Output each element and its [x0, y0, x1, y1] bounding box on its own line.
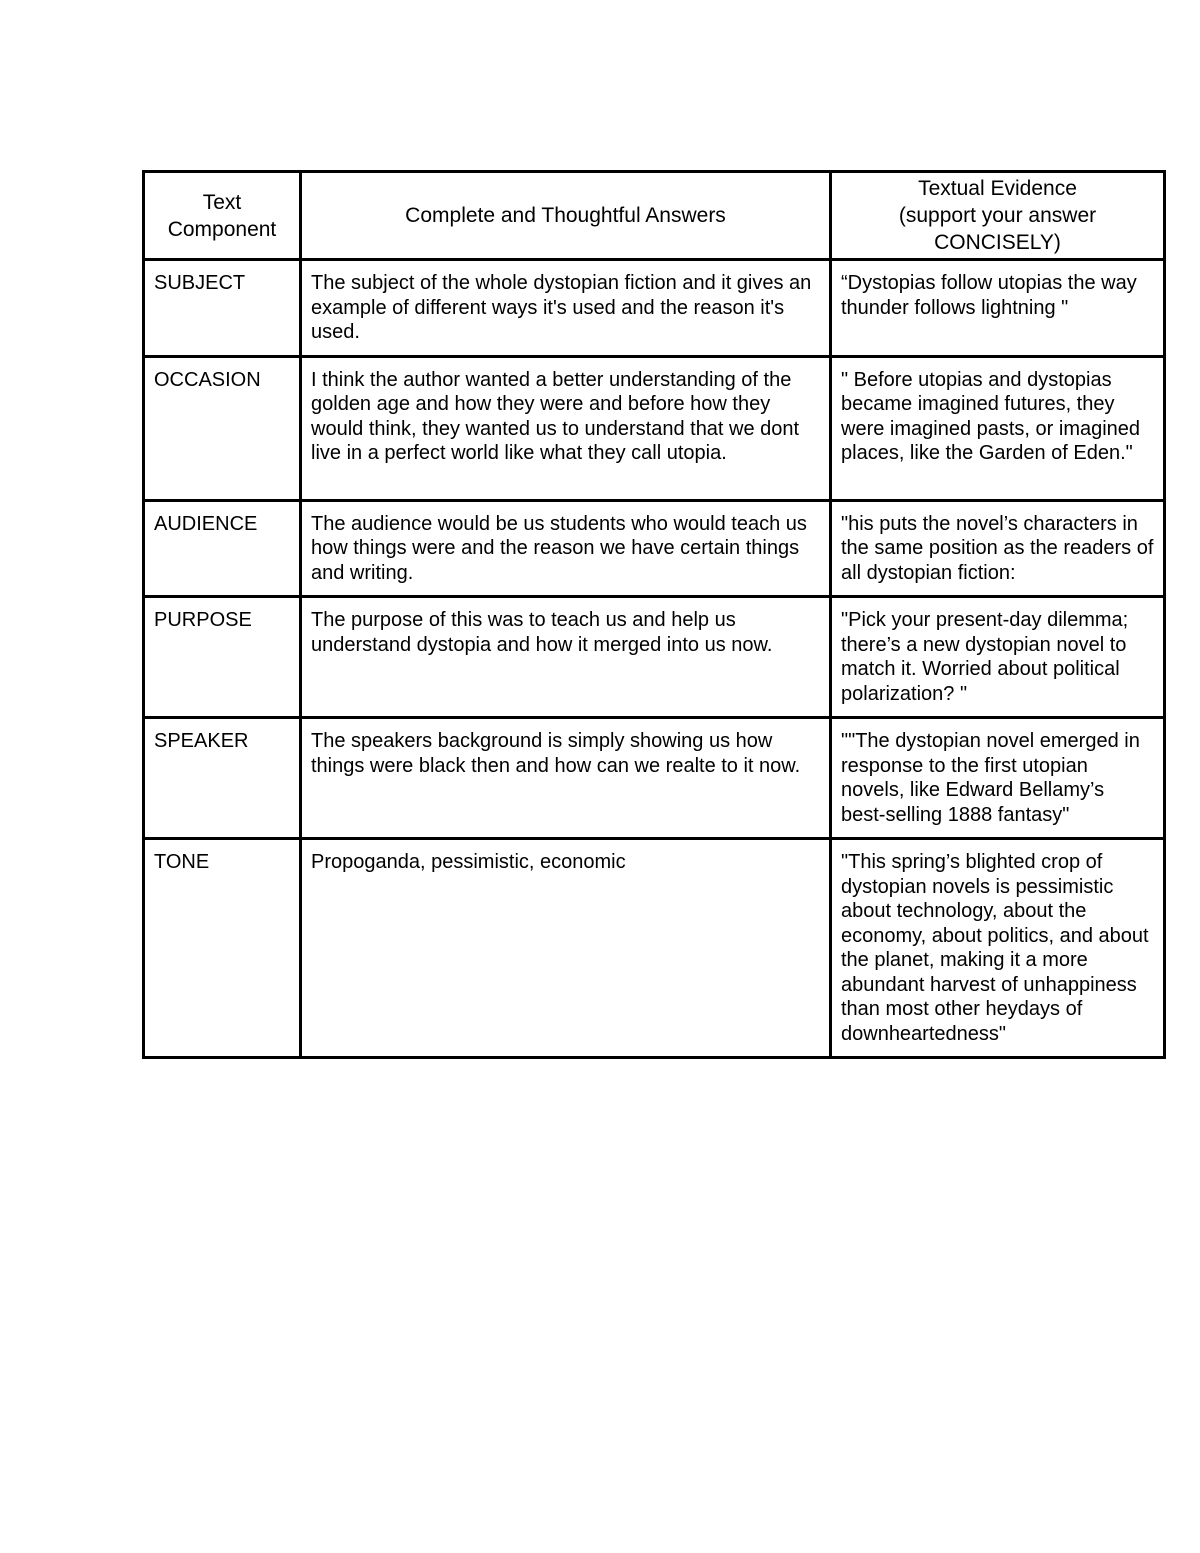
- cell-evidence: " Before utopias and dystopias became imagined futures, they were imagined pasts, or imagined places, like the Garden of Eden.": [831, 356, 1165, 500]
- table-row-tone: [144, 839, 1165, 1058]
- table-body: [144, 260, 1165, 1058]
- table-row-purpose: [144, 597, 1165, 718]
- cell-answer: The purpose of this was to teach us and help us understand dystopia and how it merged into us now.: [301, 597, 831, 718]
- cell-evidence: "Pick your present-day dilemma; there’s a new dystopian novel to match it. Worried about political polarization? ": [831, 597, 1165, 718]
- cell-component: SUBJECT: [144, 260, 301, 357]
- header-row: [144, 172, 1165, 260]
- cell-component: OCCASION: [144, 356, 301, 500]
- cell-answer: The subject of the whole dystopian fiction and it gives an example of different ways it's used and the reason it's used.: [301, 260, 831, 357]
- table-row-subject: [144, 260, 1165, 357]
- cell-component: AUDIENCE: [144, 500, 301, 597]
- table-row-occasion: [144, 356, 1165, 500]
- table-row-speaker: [144, 718, 1165, 839]
- cell-answer: I think the author wanted a better understanding of the golden age and how they were and before how they would think, they wanted us to understand that we dont live in a perfect world like what they call utopia.: [301, 356, 831, 500]
- table-row-audience: [144, 500, 1165, 597]
- cell-evidence: "his puts the novel’s characters in the same position as the readers of all dystopian fiction:: [831, 500, 1165, 597]
- header-textual-evidence: Textual Evidence (support your answer CONCISELY): [831, 172, 1165, 260]
- cell-answer: The speakers background is simply showing us how things were black then and how can we realte to it now.: [301, 718, 831, 839]
- table-header: [144, 172, 1165, 260]
- cell-evidence: "This spring’s blighted crop of dystopian novels is pessimistic about technology, about the economy, about politics, and about the planet, making it a more abundant harvest of unhappiness than most other heydays of downheartedness": [831, 839, 1165, 1058]
- rhetorical-analysis-table: [142, 170, 1166, 1059]
- cell-evidence: “Dystopias follow utopias the way thunder follows lightning ": [831, 260, 1165, 357]
- cell-answer: The audience would be us students who would teach us how things were and the reason we have certain things and writing.: [301, 500, 831, 597]
- cell-component: SPEAKER: [144, 718, 301, 839]
- cell-component: TONE: [144, 839, 301, 1058]
- cell-component: PURPOSE: [144, 597, 301, 718]
- cell-evidence: ""The dystopian novel emerged in response to the first utopian novels, like Edward Bellamy’s best-selling 1888 fantasy": [831, 718, 1165, 839]
- header-text-component: Text Component: [144, 172, 301, 260]
- cell-answer: Propoganda, pessimistic, economic: [301, 839, 831, 1058]
- header-answers: Complete and Thoughtful Answers: [301, 172, 831, 260]
